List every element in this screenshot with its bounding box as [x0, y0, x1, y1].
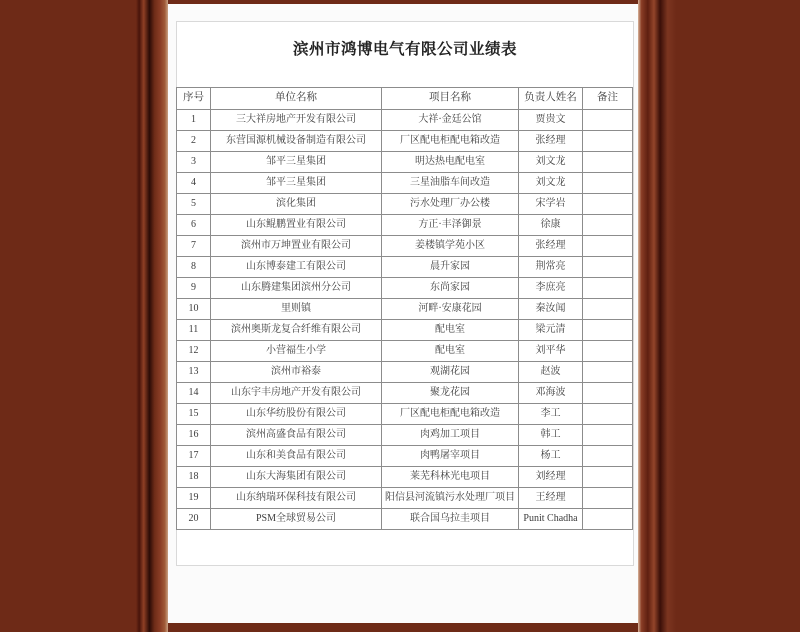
performance-table — [176, 87, 633, 530]
cell-serial: 16 — [177, 425, 211, 446]
cell-serial: 4 — [177, 173, 211, 194]
frame-molding-left — [136, 0, 168, 632]
cell-note — [583, 362, 633, 383]
cell-serial: 15 — [177, 404, 211, 425]
table-row — [177, 131, 633, 152]
cell-note — [583, 383, 633, 404]
document-sheet — [176, 21, 634, 566]
cell-serial: 20 — [177, 509, 211, 530]
table-row — [177, 194, 633, 215]
cell-person: 刘文龙 — [519, 173, 583, 194]
cell-project: 肉鸭屠宰项目 — [382, 446, 519, 467]
cell-person: 韩工 — [519, 425, 583, 446]
header-person: 负责人姓名 — [519, 88, 583, 110]
cell-person: Punit Chadha — [519, 509, 583, 530]
table-row — [177, 299, 633, 320]
cell-person: 梁元清 — [519, 320, 583, 341]
cell-company: 里则镇 — [211, 299, 382, 320]
cell-project: 配电室 — [382, 341, 519, 362]
cell-serial: 11 — [177, 320, 211, 341]
cell-person: 秦汝闻 — [519, 299, 583, 320]
table-row — [177, 509, 633, 530]
cell-serial: 5 — [177, 194, 211, 215]
table-row — [177, 467, 633, 488]
cell-person: 邓海波 — [519, 383, 583, 404]
cell-serial: 12 — [177, 341, 211, 362]
cell-project: 莱芜科林光电项目 — [382, 467, 519, 488]
cell-person: 贾贵文 — [519, 110, 583, 131]
cell-company: 山东华纺股份有限公司 — [211, 404, 382, 425]
cell-company: 滨州奥斯龙复合纤维有限公司 — [211, 320, 382, 341]
cell-person: 赵波 — [519, 362, 583, 383]
table-row — [177, 488, 633, 509]
cell-person: 李庶亮 — [519, 278, 583, 299]
table-row — [177, 278, 633, 299]
cell-project: 姜楼镇学苑小区 — [382, 236, 519, 257]
cell-project: 厂区配电柜配电箱改造 — [382, 131, 519, 152]
table-row — [177, 362, 633, 383]
cell-person: 张经理 — [519, 131, 583, 152]
cell-note — [583, 131, 633, 152]
table-row — [177, 173, 633, 194]
cell-person: 刘平华 — [519, 341, 583, 362]
cell-company: 山东腾建集团滨州分公司 — [211, 278, 382, 299]
cell-serial: 3 — [177, 152, 211, 173]
cell-company: 山东大海集团有限公司 — [211, 467, 382, 488]
header-serial: 序号 — [177, 88, 211, 110]
table-row — [177, 320, 633, 341]
cell-project: 聚龙花园 — [382, 383, 519, 404]
cell-project: 方正·丰泽御景 — [382, 215, 519, 236]
cell-serial: 10 — [177, 299, 211, 320]
cell-serial: 1 — [177, 110, 211, 131]
cell-serial: 17 — [177, 446, 211, 467]
cell-serial: 13 — [177, 362, 211, 383]
table-row — [177, 236, 633, 257]
cell-note — [583, 467, 633, 488]
cell-project: 三星油脂车间改造 — [382, 173, 519, 194]
cell-note — [583, 152, 633, 173]
cell-serial: 18 — [177, 467, 211, 488]
cell-serial: 2 — [177, 131, 211, 152]
cell-project: 观湖花园 — [382, 362, 519, 383]
cell-project: 河畔·安康花园 — [382, 299, 519, 320]
cell-person: 刘文龙 — [519, 152, 583, 173]
cell-serial: 9 — [177, 278, 211, 299]
cell-project: 肉鸡加工项目 — [382, 425, 519, 446]
cell-project: 晨升家园 — [382, 257, 519, 278]
header-note: 备注 — [583, 88, 633, 110]
cell-company: 邹平三星集团 — [211, 173, 382, 194]
header-project: 项目名称 — [382, 88, 519, 110]
cell-company: 三大祥房地产开发有限公司 — [211, 110, 382, 131]
cell-note — [583, 320, 633, 341]
cell-note — [583, 194, 633, 215]
cell-note — [583, 341, 633, 362]
header-company: 单位名称 — [211, 88, 382, 110]
cell-person: 张经理 — [519, 236, 583, 257]
cell-note — [583, 278, 633, 299]
performance-table-body — [177, 110, 633, 530]
cell-note — [583, 509, 633, 530]
header-row — [177, 88, 633, 110]
performance-table-header — [177, 88, 633, 110]
table-row — [177, 257, 633, 278]
cell-project: 污水处理厂办公楼 — [382, 194, 519, 215]
cell-note — [583, 215, 633, 236]
cell-project: 配电室 — [382, 320, 519, 341]
cell-note — [583, 257, 633, 278]
table-row — [177, 425, 633, 446]
cell-serial: 19 — [177, 488, 211, 509]
cell-note — [583, 110, 633, 131]
cell-project: 东尚家园 — [382, 278, 519, 299]
cell-serial: 6 — [177, 215, 211, 236]
cell-company: 滨化集团 — [211, 194, 382, 215]
cell-person: 荆常亮 — [519, 257, 583, 278]
cell-company: 邹平三星集团 — [211, 152, 382, 173]
table-row — [177, 383, 633, 404]
table-row — [177, 404, 633, 425]
cell-person: 徐康 — [519, 215, 583, 236]
cell-serial: 8 — [177, 257, 211, 278]
cell-person: 宋学岩 — [519, 194, 583, 215]
cell-company: 山东纳瑞环保科技有限公司 — [211, 488, 382, 509]
document-title: 滨州市鸿博电气有限公司业绩表 — [292, 41, 517, 58]
cell-company: 滨州市裕泰 — [211, 362, 382, 383]
cell-note — [583, 299, 633, 320]
cell-note — [583, 446, 633, 467]
cell-project: 阳信县河流镇污水处理厂项目 — [382, 488, 519, 509]
scanned-page — [168, 4, 638, 623]
cell-serial: 14 — [177, 383, 211, 404]
cell-note — [583, 236, 633, 257]
cell-project: 联合国乌拉圭项目 — [382, 509, 519, 530]
cell-company: 滨州市万坤置业有限公司 — [211, 236, 382, 257]
cell-person: 李工 — [519, 404, 583, 425]
frame-molding-right — [638, 0, 676, 632]
cell-company: 东营国源机械设备制造有限公司 — [211, 131, 382, 152]
table-row — [177, 152, 633, 173]
cell-company: 山东宇丰房地产开发有限公司 — [211, 383, 382, 404]
cell-serial: 7 — [177, 236, 211, 257]
cell-note — [583, 404, 633, 425]
cell-company: 山东博泰建工有限公司 — [211, 257, 382, 278]
cell-company: 滨州高盛食品有限公司 — [211, 425, 382, 446]
cell-person: 杨工 — [519, 446, 583, 467]
table-row — [177, 341, 633, 362]
cell-company: PSM全球贸易公司 — [211, 509, 382, 530]
cell-project: 明达热电配电室 — [382, 152, 519, 173]
cell-note — [583, 425, 633, 446]
table-row — [177, 446, 633, 467]
cell-person: 王经理 — [519, 488, 583, 509]
cell-project: 大祥·金廷公馆 — [382, 110, 519, 131]
cell-note — [583, 488, 633, 509]
cell-project: 厂区配电柜配电箱改造 — [382, 404, 519, 425]
cell-company: 山东鲲鹏置业有限公司 — [211, 215, 382, 236]
cell-person: 刘经理 — [519, 467, 583, 488]
cell-company: 小营福生小学 — [211, 341, 382, 362]
table-row — [177, 215, 633, 236]
cell-company: 山东和美食品有限公司 — [211, 446, 382, 467]
table-row — [177, 110, 633, 131]
cell-note — [583, 173, 633, 194]
